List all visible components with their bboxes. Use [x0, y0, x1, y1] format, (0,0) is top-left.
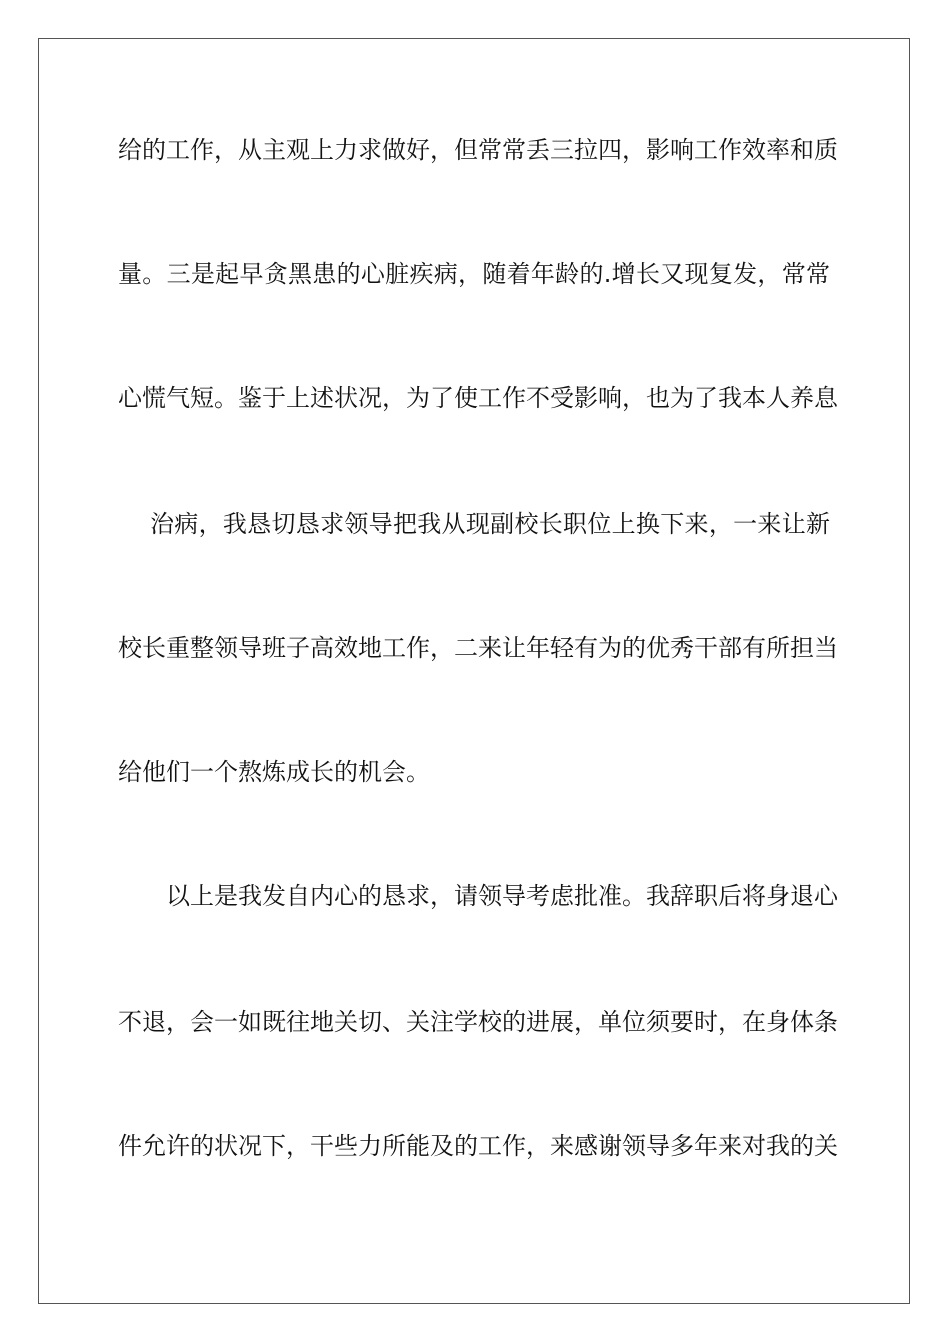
paragraph-line-3: 件允许的状况下，干些力所能及的工作，来感谢领导多年来对我的关 [118, 1132, 838, 1160]
text-line-1: 给的工作，从主观上力求做好，但常常丢三拉四，影响工作效率和质 [118, 136, 838, 164]
text-line-2: 量。三是起早贪黑患的心脏疾病，随着年龄的.增长又现复发，常常 [118, 260, 830, 288]
paragraph-line-1: 以上是我发自内心的恳求，请领导考虑批准。我辞职后将身退心 [166, 882, 838, 910]
text-line-5: 校长重整领导班子高效地工作，二来让年轻有为的优秀干部有所担当 [118, 634, 838, 662]
page-frame [38, 38, 910, 1304]
text-line-4: 治病，我恳切恳求领导把我从现副校长职位上换下来，一来让新 [150, 510, 830, 538]
text-line-6: 给他们一个熬炼成长的机会。 [118, 758, 430, 786]
paragraph-line-2: 不退，会一如既往地关切、关注学校的进展，单位须要时，在身体条 [118, 1008, 838, 1036]
text-line-3: 心慌气短。鉴于上述状况，为了使工作不受影响，也为了我本人养息 [118, 384, 838, 412]
